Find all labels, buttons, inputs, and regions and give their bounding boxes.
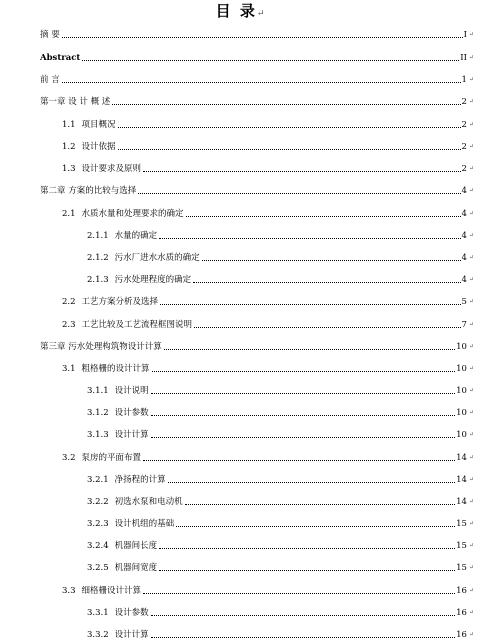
return-mark-icon: ↵	[256, 9, 267, 19]
dot-leader	[151, 437, 455, 438]
toc-entry-title: 项目概况	[81, 120, 116, 130]
toc-entry-page: 2	[461, 164, 467, 174]
dot-leader	[202, 260, 461, 261]
toc-entry[interactable]	[87, 561, 474, 574]
dot-leader	[143, 171, 461, 172]
return-mark-icon: ↵	[468, 298, 474, 305]
toc-entry-page: 4	[461, 231, 467, 241]
toc-entry-number: 3.1.2	[87, 408, 109, 418]
toc-entry[interactable]	[87, 406, 474, 419]
toc-entry-title: 水量的确定	[114, 231, 158, 241]
toc-entry-title: 设计说明	[114, 386, 149, 396]
toc-title	[0, 0, 482, 21]
toc-entry-page: 10	[456, 386, 467, 396]
toc-entry-page: 14	[456, 475, 467, 485]
toc-entry-title: 设计机组的基础	[114, 519, 175, 529]
toc-entry-title: 第三章 污水处理构筑物设计计算	[40, 342, 162, 352]
return-mark-icon: ↵	[468, 187, 474, 194]
dot-leader	[159, 570, 455, 571]
toc-entry-page: 10	[456, 364, 467, 374]
toc-entry-title: 泵房的平面布置	[81, 453, 142, 463]
toc-entry[interactable]	[40, 51, 474, 64]
return-mark-icon: ↵	[468, 343, 474, 350]
toc-entry-page: 14	[456, 497, 467, 507]
dot-leader	[193, 282, 460, 283]
return-mark-icon: ↵	[468, 454, 474, 461]
toc-entry-page: 10	[456, 408, 467, 418]
toc-entry-title: 摘 要	[40, 30, 60, 40]
toc-entry-page: 4	[461, 209, 467, 219]
toc-entry-title: 工艺方案分析及选择	[81, 297, 159, 307]
return-mark-icon: ↵	[468, 143, 474, 150]
dot-leader	[151, 615, 455, 616]
dot-leader	[82, 60, 459, 61]
toc-entry-title: 设计参数	[114, 608, 149, 618]
toc-entry-number: 3.2	[62, 453, 76, 463]
return-mark-icon: ↵	[468, 476, 474, 483]
dot-leader	[143, 593, 455, 594]
return-mark-icon: ↵	[468, 431, 474, 438]
toc-entry-page: 16	[456, 630, 467, 640]
toc-entry-page: 2	[461, 97, 467, 107]
toc-entry[interactable]	[87, 229, 474, 242]
dot-leader	[62, 37, 463, 38]
toc-entry[interactable]	[40, 340, 474, 353]
toc-entry-page: 10	[456, 342, 467, 352]
toc-entry-page: 5	[461, 297, 467, 307]
toc-entry-title: 粗格栅的设计计算	[81, 364, 150, 374]
dot-leader	[112, 104, 460, 105]
dot-leader	[176, 526, 455, 527]
return-mark-icon: ↵	[468, 165, 474, 172]
return-mark-icon: ↵	[468, 609, 474, 616]
toc-entry-page: 4	[461, 275, 467, 285]
return-mark-icon: ↵	[468, 54, 474, 61]
toc-entry-title: 第一章 设 计 概 述	[40, 97, 111, 107]
return-mark-icon: ↵	[468, 631, 474, 638]
toc-entry-number: 2.1.3	[87, 275, 109, 285]
toc-entry-title: 污水厂进水水质的确定	[114, 253, 200, 263]
toc-entry-number: 3.1.1	[87, 386, 109, 396]
toc-entry-page: 2	[461, 120, 467, 130]
dot-leader	[138, 193, 460, 194]
return-mark-icon: ↵	[468, 409, 474, 416]
toc-entry-title: 净扬程的计算	[114, 475, 166, 485]
toc-entry[interactable]	[87, 273, 474, 286]
toc-entry[interactable]	[87, 428, 474, 441]
toc-entry-number: 2.1.1	[87, 231, 109, 241]
return-mark-icon: ↵	[468, 121, 474, 128]
toc-entry[interactable]	[62, 584, 474, 597]
toc-entry-page: 2	[461, 142, 467, 152]
dot-leader	[160, 304, 461, 305]
toc-entry[interactable]	[87, 517, 474, 530]
toc-entry[interactable]	[87, 384, 474, 397]
return-mark-icon: ↵	[468, 210, 474, 217]
toc-entry[interactable]	[62, 318, 474, 331]
toc-entry-page: II	[460, 53, 467, 63]
toc-entry-title: 初选水泵和电动机	[114, 497, 183, 507]
toc-entry-title: 设计计算	[114, 630, 149, 640]
toc-title-text: 目 录	[215, 2, 257, 20]
toc-entry-number: 1.3	[62, 164, 76, 174]
dot-leader	[151, 637, 455, 638]
toc-entry-number: 2.1.2	[87, 253, 109, 263]
toc-entry[interactable]	[40, 28, 474, 41]
toc-entry-number: 3.2.3	[87, 519, 109, 529]
toc-entry-page: 15	[456, 541, 467, 551]
dot-leader	[159, 548, 455, 549]
toc-entry-number: 3.2.1	[87, 475, 109, 485]
toc-entry[interactable]	[62, 140, 474, 153]
toc-entry-number: 3.1.3	[87, 430, 109, 440]
toc-entry-title: 污水处理程度的确定	[114, 275, 192, 285]
toc-entry-page: 10	[456, 430, 467, 440]
dot-leader	[62, 82, 461, 83]
toc-entry-title: 水质水量和处理要求的确定	[81, 209, 184, 219]
dot-leader	[164, 349, 455, 350]
return-mark-icon: ↵	[468, 587, 474, 594]
toc-entry-number: 2.1	[62, 209, 76, 219]
toc-entry-page: 16	[456, 608, 467, 618]
toc-entry[interactable]	[87, 539, 474, 552]
toc-entry-number: 2.2	[62, 297, 76, 307]
dot-leader	[118, 149, 461, 150]
toc-entry-page: 16	[456, 586, 467, 596]
toc-entry-page: 15	[456, 563, 467, 573]
return-mark-icon: ↵	[468, 564, 474, 571]
toc-entry-page: 14	[456, 453, 467, 463]
toc-entry-page: 7	[461, 320, 467, 330]
return-mark-icon: ↵	[468, 520, 474, 527]
dot-leader	[151, 393, 455, 394]
toc-entry-number: 1.2	[62, 142, 76, 152]
toc-entry-title: 设计计算	[114, 430, 149, 440]
dot-leader	[186, 216, 461, 217]
toc-entry-number: 3.3	[62, 586, 76, 596]
toc-entry-title: 设计参数	[114, 408, 149, 418]
return-mark-icon: ↵	[468, 254, 474, 261]
toc-entry-number: 3.2.4	[87, 541, 109, 551]
toc-entry-number: 3.2.5	[87, 563, 109, 573]
toc-entry-number: 1.1	[62, 120, 76, 130]
return-mark-icon: ↵	[468, 365, 474, 372]
dot-leader	[194, 327, 461, 328]
dot-leader	[118, 127, 461, 128]
toc-entry-title: 第二章 方案的比较与选择	[40, 186, 137, 196]
toc-entry-page: I	[463, 30, 467, 40]
toc-entry-title: 工艺比较及工艺流程框图说明	[81, 320, 193, 330]
toc-entry-title: 设计要求及原则	[81, 164, 142, 174]
toc-entry[interactable]	[87, 473, 474, 486]
dot-leader	[143, 460, 455, 461]
toc-entry-page: 15	[456, 519, 467, 529]
return-mark-icon: ↵	[468, 76, 474, 83]
return-mark-icon: ↵	[468, 232, 474, 239]
toc-entry[interactable]	[87, 495, 474, 508]
dot-leader	[185, 504, 455, 505]
toc-entry-title: 细格栅设计计算	[81, 586, 142, 596]
toc-entry-title: 机器间长度	[114, 541, 158, 551]
toc-entry[interactable]	[40, 95, 474, 108]
dot-leader	[151, 415, 455, 416]
toc-entry[interactable]	[62, 362, 474, 375]
toc-entry[interactable]	[62, 118, 474, 131]
return-mark-icon: ↵	[468, 31, 474, 38]
toc-entry[interactable]	[40, 184, 474, 197]
toc-entry-title: Abstract	[40, 53, 81, 63]
toc-entry-page: 4	[461, 186, 467, 196]
dot-leader	[152, 371, 456, 372]
return-mark-icon: ↵	[468, 98, 474, 105]
toc-entry[interactable]	[62, 162, 474, 175]
toc-entry[interactable]	[62, 207, 474, 220]
toc-entry-title: 前 言	[40, 75, 60, 85]
toc-entry[interactable]	[62, 295, 474, 308]
toc-entry-title: 设计依据	[81, 142, 116, 152]
toc-entry-number: 3.3.2	[87, 630, 109, 640]
toc-entry-number: 2.3	[62, 320, 76, 330]
toc-entry-number: 3.1	[62, 364, 76, 374]
toc-entry[interactable]	[87, 251, 474, 264]
toc-entry-number: 3.3.1	[87, 608, 109, 618]
toc-entry-page: 1	[461, 75, 467, 85]
dot-leader	[168, 482, 455, 483]
return-mark-icon: ↵	[468, 387, 474, 394]
return-mark-icon: ↵	[468, 321, 474, 328]
return-mark-icon: ↵	[468, 542, 474, 549]
toc-entry[interactable]	[40, 73, 474, 86]
toc-entry-page: 4	[461, 253, 467, 263]
toc-entry-number: 3.2.2	[87, 497, 109, 507]
toc-entry[interactable]	[87, 606, 474, 619]
toc-entry-title: 机器间宽度	[114, 563, 158, 573]
return-mark-icon: ↵	[468, 276, 474, 283]
dot-leader	[159, 238, 460, 239]
toc-entry[interactable]	[62, 451, 474, 464]
return-mark-icon: ↵	[468, 498, 474, 505]
